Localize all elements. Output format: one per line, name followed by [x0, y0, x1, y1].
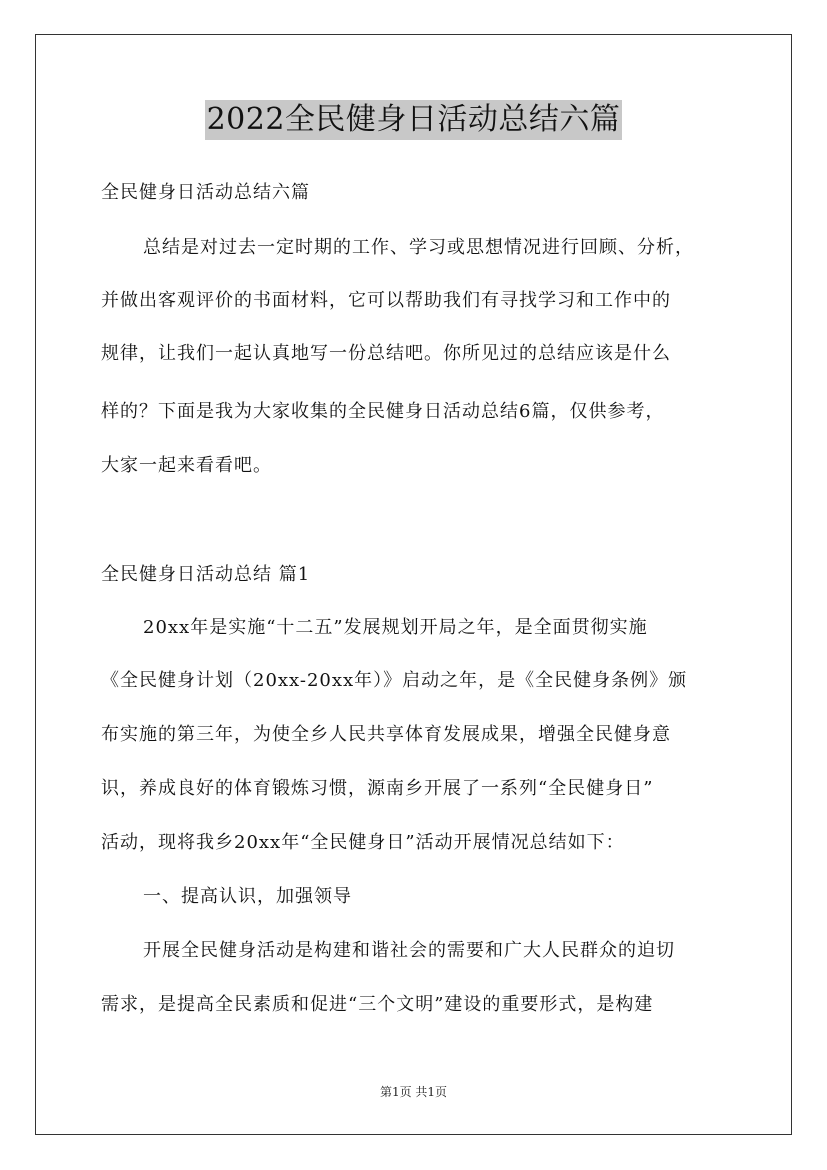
page-footer: 第1页 共1页 [379, 1085, 448, 1099]
paragraph-line: 需求，是提高全民素质和促进“三个文明”建设的重要形式，是构建 [101, 994, 654, 1015]
subtitle-line: 全民健身日活动总结六篇 [101, 182, 310, 203]
paragraph-line: 20xx年是实施“十二五”发展规划开局之年，是全面贯彻实施 [143, 617, 648, 638]
paragraph-line: 活动，现将我乡20xx年“全民健身日”活动开展情况总结如下： [101, 832, 625, 853]
paragraph-line: 规律，让我们一起认真地写一份总结吧。你所见过的总结应该是什么 [101, 343, 671, 364]
document-title: 2022全民健身日活动总结六篇 [205, 100, 623, 140]
subsection-heading: 一、提高认识，加强领导 [143, 886, 352, 907]
paragraph-line: 开展全民健身活动是构建和谐社会的需要和广大人民群众的迫切 [143, 940, 675, 961]
title-container [0, 100, 827, 140]
paragraph-line: 总结是对过去一定时期的工作、学习或思想情况进行回顾、分析， [143, 237, 694, 258]
paragraph-line: 布实施的第三年，为使全乡人民共享体育发展成果，增强全民健身意 [101, 724, 671, 745]
paragraph-line: 《全民健身计划（20xx-20xx年）》启动之年，是《全民健身条例》颁 [101, 670, 688, 691]
section-heading: 全民健身日活动总结 篇1 [101, 564, 311, 585]
paragraph-line: 识，养成良好的体育锻炼习惯，源南乡开展了一系列“全民健身日” [101, 778, 654, 799]
paragraph-line: 样的？下面是我为大家收集的全民健身日活动总结6篇，仅供参考， [101, 401, 665, 422]
paragraph-line: 并做出客观评价的书面材料，它可以帮助我们有寻找学习和工作中的 [101, 290, 671, 311]
paragraph-line: 大家一起来看看吧。 [101, 455, 272, 476]
